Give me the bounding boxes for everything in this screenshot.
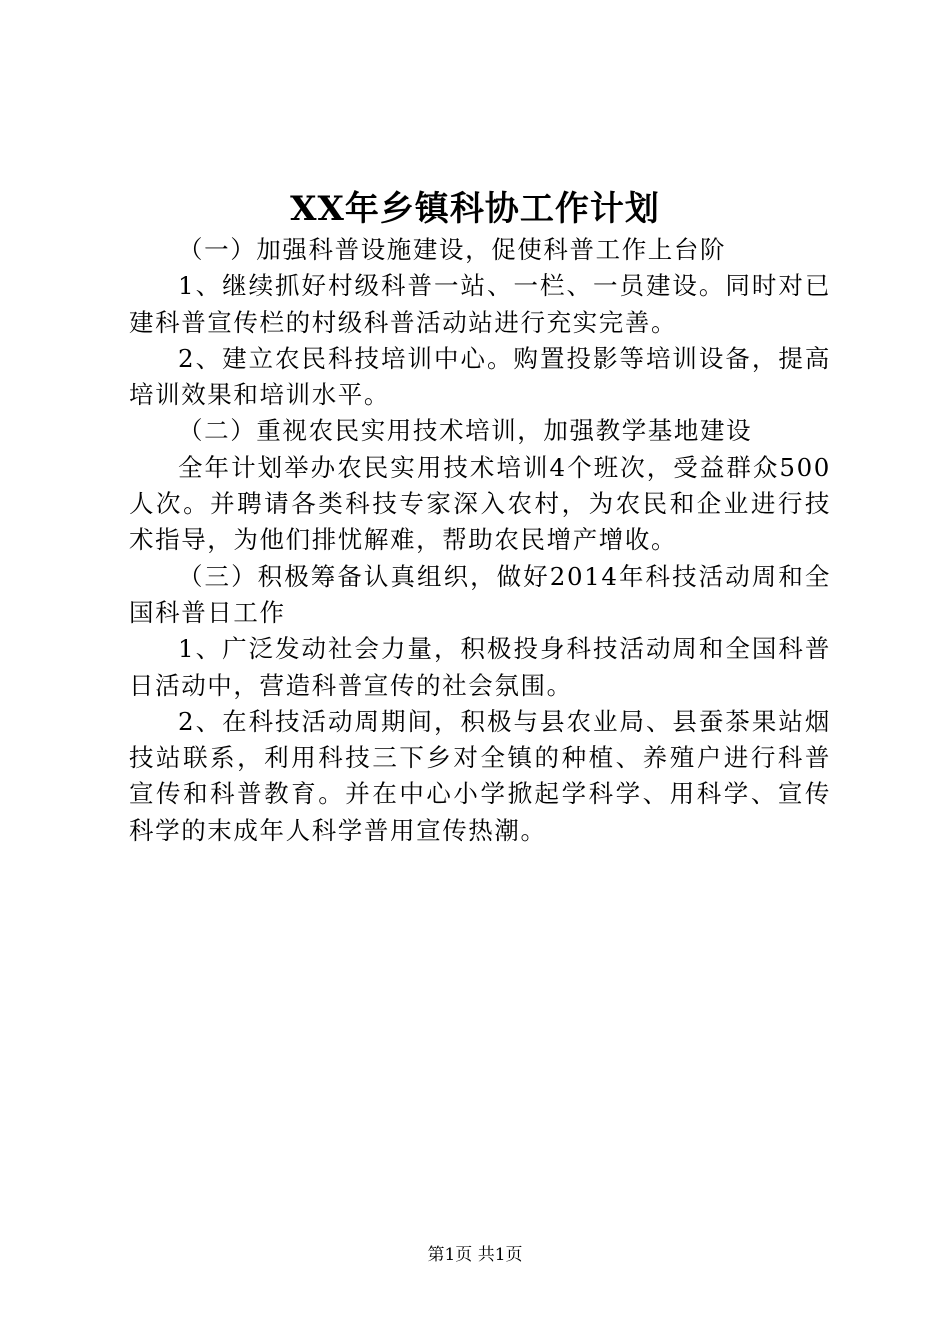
paragraph-3-1: 1、广泛发动社会力量，积极投身科技活动周和全国科普日活动中，营造科普宣传的社会氛围。 <box>129 634 831 700</box>
document-body <box>129 232 831 849</box>
document-title: XX年乡镇科协工作计划 <box>290 189 660 229</box>
page-footer: 第1页 共1页 <box>427 1245 523 1265</box>
paragraph-2-1: 全年计划举办农民实用技术培训4个班次，受益群众500人次。并聘请各类科技专家深入农村，为农民和企业进行技术指导，为他们排忧解难，帮助农民增产增收。 <box>129 452 831 555</box>
section-heading-2: （二）重视农民实用技术培训，加强教学基地建设 <box>178 416 753 446</box>
section-heading-3: （三）积极筹备认真组织，做好2014年科技活动周和全国科普日工作 <box>129 561 831 627</box>
paragraph-3-2: 2、在科技活动周期间，积极与县农业局、县蚕茶果站烟技站联系，利用科技三下乡对全镇的种植、养殖户进行科普宣传和科普教育。并在中心小学掀起学科学、用科学、宣传科学的末成年人科学普用宣传热潮。 <box>129 706 831 845</box>
paragraph-1-1: 1、继续抓好村级科普一站、一栏、一员建设。同时对已建科普宣传栏的村级科普活动站进行充实完善。 <box>129 271 831 337</box>
paragraph-1-2: 2、建立农民科技培训中心。购置投影等培训设备，提高培训效果和培训水平。 <box>129 343 831 410</box>
section-heading-1: （一）加强科普设施建设，促使科普工作上台阶 <box>178 235 727 264</box>
